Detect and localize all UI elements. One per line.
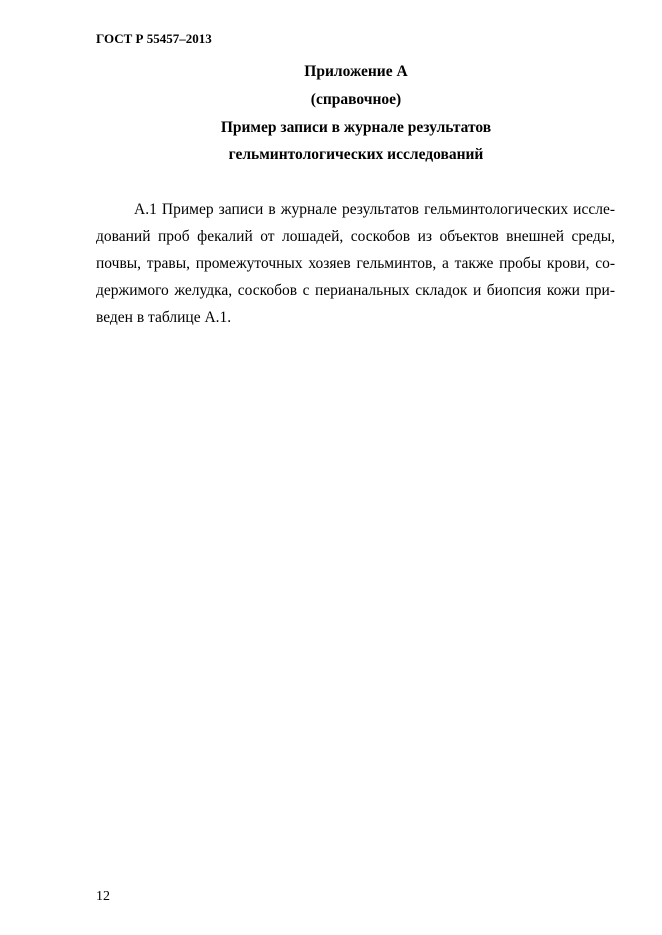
document-code-header: ГОСТ Р 55457–2013 [96,31,212,46]
appendix-type: (справочное) [310,91,402,108]
page-number: 12 [96,889,110,904]
appendix-heading-line-1: Пример записи в журнале результатов [220,119,492,136]
paragraph-line: держимого желудка, соскобов с перианальных складок и биопсия кожи при- [96,282,615,299]
paragraph-line: почвы, травы, промежуточных хозяев гельминтов, а также пробы крови, со- [96,255,615,272]
paragraph-a1 [96,196,615,331]
paragraph-line: дований проб фекалий от лошадей, соскобов из объектов внешней среды, [96,228,615,245]
paragraph-line: А.1 Пример записи в журнале результатов гельминтологических иссле- [134,201,615,218]
paragraph-line: веден в таблице А.1. [96,309,232,326]
appendix-heading-line-2: гельминтологических исследований [228,146,484,163]
appendix-title: Приложение А [304,63,408,80]
